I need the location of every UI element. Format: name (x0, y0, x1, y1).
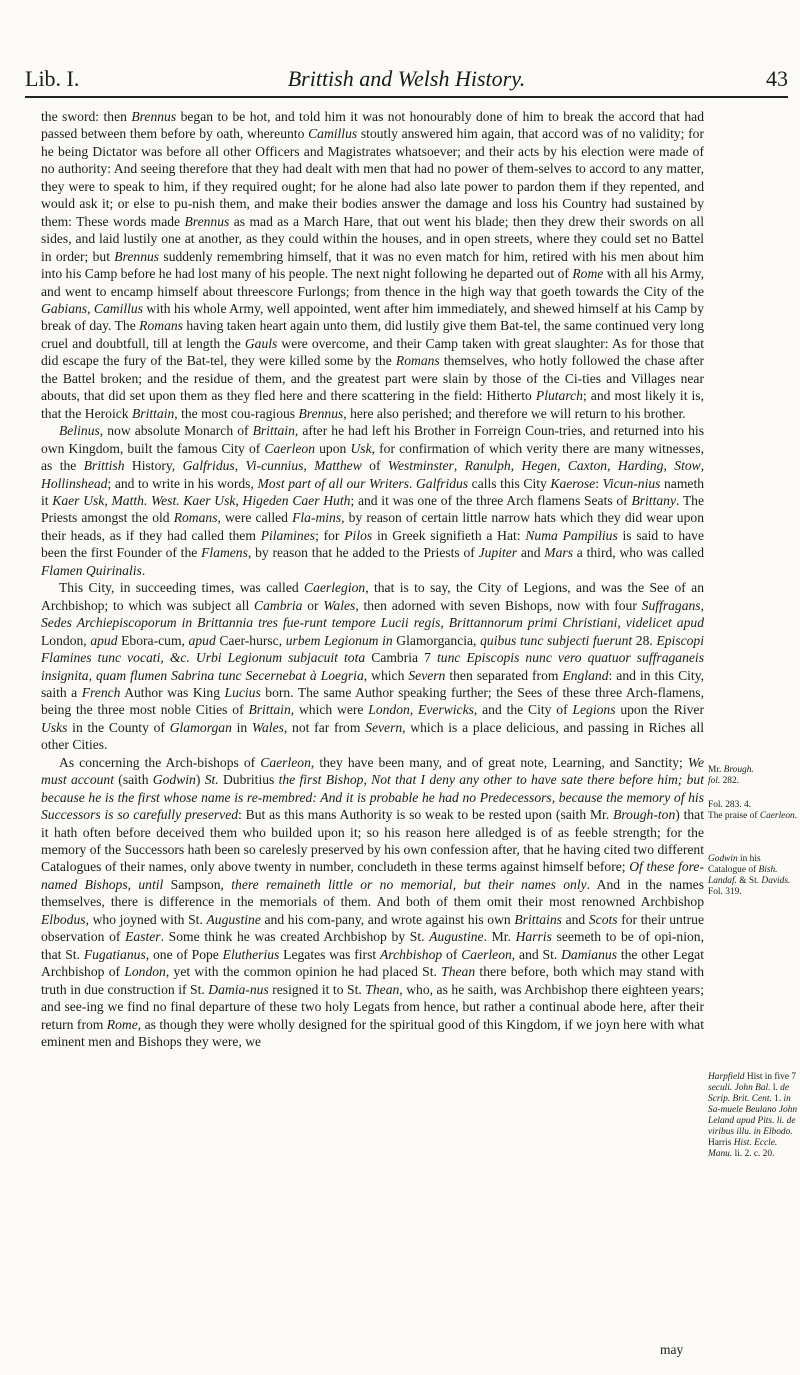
paragraph: the sword: then Brennus began to be hot, and told him it was not honourably done of him to break the accord that had passed between them before by oath, whereunto Camillus stoutly answered him again, that accord was of no validity; for he being Dictator was before all other Officers and Magistrates whatsoever; and their acts by his election were made of no authority: And seeing therefore that they had dealt with men that had no power of them-selves to accord to any matter, they were to speak to him, if they required ought; for he alone had also late power to pardon them if they repented, and would ask it; or else to pu-nish them, and make their bodies answer the damage and loss his Country had sustained by them: These words made Brennus as mad as a March Hare, that out went his blade; then they drew their swords on all sides, and laid lustily one at another, as they could within the houses, and in open streets, where they could set no Battel in order; but Brennus suddenly remembring himself, that it was no even match for him, retired with his men about him into his Camp before he had lost many of his people. The next night following he departed out of Rome with all his Army, and went to encamp himself about threescore Furlongs; from thence in the high way that goeth towards the City of the Gabians, Camillus with his whole Army, well appointed, went after him immediately, and shewed himself at his Camp by break of day. The Romans having taken heart again unto them, did lustily give them Bat-tel, the same continued very long cruel and doubtfull, till at length the Gauls were overcome, and their Camp taken with great slaughter: As for those that did escape the fury of the Bat-tel, they were killed some by the Romans themselves, who hotly followed the chase after the Battel broken; and the residue of them, and the greatest part were slain by those of the Ci-ties and Villages near abouts, that did set upon them as they fled here and there scattering in the field: Hitherto Plutarch; and most likely it is, that the Heroick Brittain, the most cou-ragious Brennus, here also perished; and therefore we will return to his brother. (41, 109, 704, 421)
catchword: may (660, 1342, 684, 1357)
marginal-note: Mr. Brough. fol. 282. (708, 765, 754, 786)
running-title: Brittish and Welsh History. (287, 66, 526, 91)
header-rule (25, 96, 788, 98)
marginal-note: Fol. 283. 4. The praise of Caerleon. (708, 800, 798, 821)
paragraph: Belinus, now absolute Monarch of Brittain, after he had left his Brother in Forreign Coun-tries, and returned into his own Kingdom, built the famous City of Caerleon upon Usk, for confirmation of which verity there are many witnesses, as the Brittish History, Galfridus, Vi-cunnius, Matthew of Westminster, Ranulph, Hegen, Caxton, Harding, Stow, Hollinshead; and to write in his words, Most part of all our Writers. Galfridus calls this City Kaerose: Vicun-nius nameth it Kaer Usk, Matth. West. Kaer Usk, Higeden Caer Huth; and it was one of the three Arch flamens Seats of Brittany. The Priests amongst the old Romans, were called Fla-mins, by reason of certain little narrow hats which they did wear upon their heads, as if they had called them Pilamines; for Pilos in Greek signifieth a Hat: Numa Pampilius is said to have been the first Founder of the Flamens, by reason that he added to the Priests of Jupiter and Mars a third, who was called Flamen Quirinalis. (41, 423, 705, 578)
paragraph: This City, in succeeding times, was called Caerlegion, that is to say, the City of Legions, and was the See of an Archbishop; to which was subject all Cambria or Wales, then adorned with seven Bishops, now with four Suffragans, Sedes Archiepiscoporum in Brittannia tres fue-runt tempore Lucii regis, Brittannorum primi Christiani, videlicet apud London, apud Ebora-cum, apud Caer-hursc, urbem Legionum in Glamorgancia, quibus tunc subjecti fuerunt 28. Episcopi Flamines tunc vocati, &c. Urbi Legionum subjacuit tota Cambria 7 tunc Episcopis nunc vero quatuor suffraganeis insignita, quam flumen Sabrina tunc Secernebat à Loegria, which Severn then separated from England: and in this City, saith a French Author was King Lucius born. The same Author speaking further; the Sees of these three Arch-flamens, being the three most noble Cities of Brittain, which were London, Everwicks, and the City of Legions upon the River Usks in the County of Glamorgan in Wales, not far from Severn, which is a place delicious, and passing in Riches all other Cities. (41, 580, 705, 753)
running-header (25, 58, 788, 98)
page-number: 43 (766, 66, 788, 91)
paragraph: As concerning the Arch-bishops of Caerleon, they have been many, and of great note, Learning, and Sanctity; We must account (saith Godwin) St. Dubritius the first Bishop, Not that I deny any other to have sate there before him; but because he is the first whose name is re-membred: And it is probable he had no Predecessors, because the memory of his Successors is so carefully preserved: But as this mans Authority is so weak to be rested upon (saith Mr. Brough-ton) that it hath often before deceived them who builded upon it; so his reason here alledged is of as feeble strength; for the memory of the Successors hath been so carelesly preserved by his own confession after, that he having cited two different Catalogues of their names, only above twenty in number, concludeth in these terms against himself before; Of these fore-named Bishops, until Sampson, there remaineth little or no memorial, but their names only. And in the names themselves, there is difference in the memorials of them. And both of them omit their most renowned Archbishop Elbodus, who joyned with St. Augustine and his com-pany, and wrote against his own Brittains and Scots for their untrue observation of Easter. Some think he was created Archbishop by St. Augustine. Mr. Harris seemeth to be of opi-nion, that St. Fugatianus, one of Pope Elutherius Legates was first Archbishop of Caerleon, and St. Damianus the other Legat Archbishop of London, yet with the common opinion he had placed St. Thean there before, both which may stand with truth in due construction if St. Damia-nus resigned it to St. Thean, who, as he saith, was Archbishop there eighteen years; and see-ing we find no final departure of these two holy Legats from hence, but rather a continual abode here, after their return from Rome, as though they were wholly designed for the spiritual good of this Kingdom, if we joyn here with what eminent men and Bishops they were, we (41, 754, 704, 1050)
book-number: Lib. I. (25, 66, 80, 91)
marginal-note: Godwin in his Catalogue of Bish. Landaf. & St. Davids. Fol. 319. (708, 854, 791, 897)
marginal-note: Harpfield Hist in five 7 seculi. John Bal. l. de Scrip. Brit. Cent. 1. in Sa-muele Beulano John Leland apud Pits. li. de viribus illu. in Elbodo. Harris Hist. Eccle. Manu. li. 2. c. 20. (708, 1072, 798, 1159)
body-text (41, 108, 704, 1050)
